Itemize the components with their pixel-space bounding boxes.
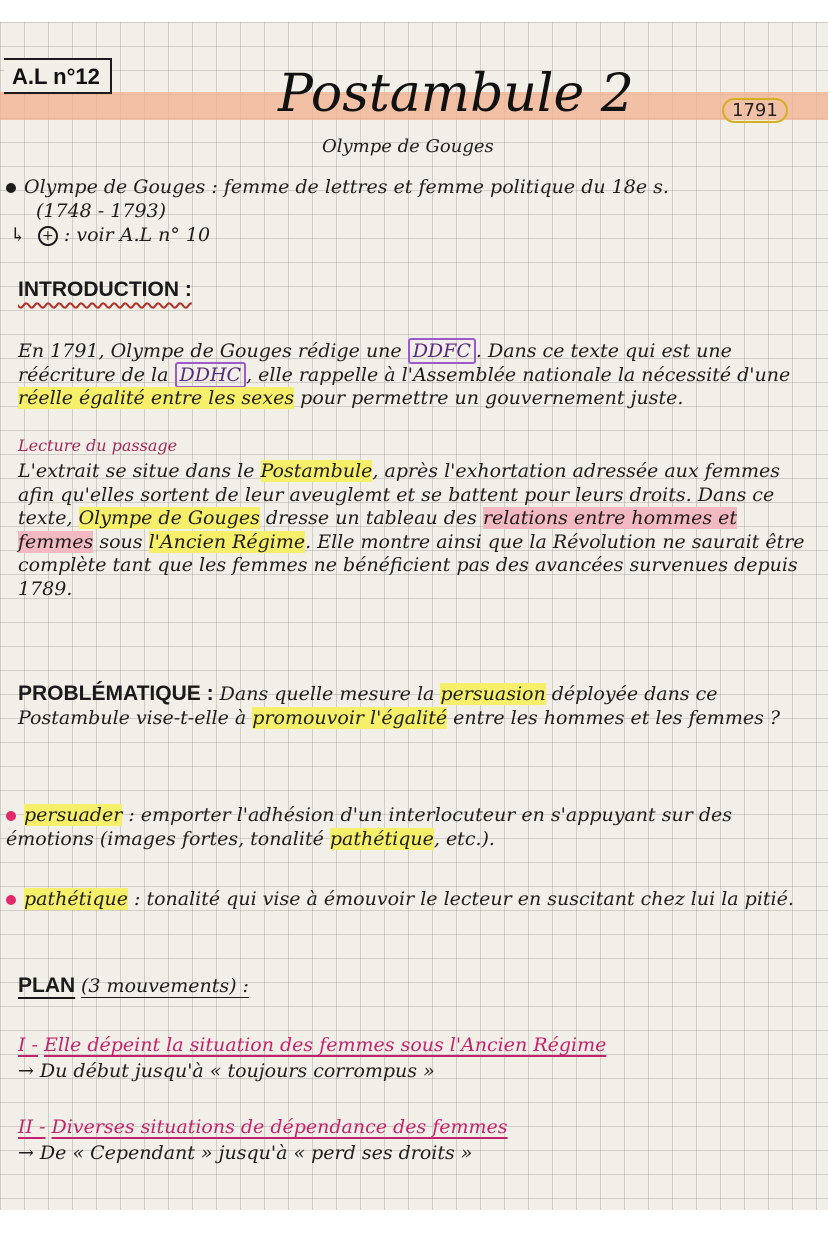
problematique-egalite: promouvoir l'égalité [252, 706, 448, 729]
intro-p2-author: Olympe de Gouges [78, 507, 260, 529]
definition-term: persuader [24, 804, 123, 826]
intro-p2-e: . Elle montre ainsi que la Révolution ne saurait être complète tant que les femmes ne bénéficient pas des avancées survenues depuis 1789. [18, 530, 805, 600]
ddfc-tag: DDFC [408, 338, 476, 364]
plan-item-num: II - [18, 1116, 46, 1138]
definition-text-end: , etc.). [433, 827, 495, 850]
plan-heading [18, 974, 249, 998]
problematique-a: Dans quelle mesure la [219, 683, 435, 705]
page-subtitle: Olympe de Gouges [322, 136, 494, 157]
plan-item-2 [18, 1116, 508, 1138]
definition-text: : tonalité qui vise à émouvoir le lecteur en suscitant chez lui la pitié. [134, 888, 794, 910]
intro-p2-ancien-regime: l'Ancien Régime [148, 530, 306, 553]
plan-item-num: I - [18, 1034, 38, 1056]
introduction-heading-text: INTRODUCTION : [18, 278, 192, 301]
plan-heading-rest: (3 mouvements) : [81, 975, 249, 997]
definition-term: pathétique [24, 888, 128, 910]
intro-p2-d: sous [99, 530, 143, 553]
intro-p2-c: dresse un tableau des [265, 507, 477, 529]
plan-item-range: De « Cependant » jusqu'à « perd ses droits » [39, 1142, 473, 1164]
intro-p1-b: . Dans ce texte qui est une réécriture de la [18, 340, 732, 386]
problematique-c: entre les hommes et les femmes ? [453, 706, 781, 729]
intro-p2-postambule: Postambule [260, 460, 373, 482]
intro-paragraph-2 [18, 460, 818, 601]
plan-item-title: Diverses situations de dépendance des femmes [51, 1116, 508, 1138]
arrow-right-icon: → [18, 1060, 34, 1082]
bio-line [6, 176, 669, 198]
lesson-label: A.L n°12 [4, 58, 112, 94]
definition-pathetique [6, 888, 818, 912]
ddhc-tag: DDHC [175, 362, 247, 388]
intro-paragraph-1 [18, 340, 818, 411]
arrow-right-icon: → [18, 1142, 34, 1164]
plan-heading-bold: PLAN [18, 974, 76, 997]
circled-plus-icon: + [38, 226, 58, 246]
plan-item-1 [18, 1034, 606, 1056]
intro-p1-c: , elle rappelle à l'Assemblée nationale la nécessité d'une [246, 363, 791, 386]
year-badge: 1791 [722, 98, 788, 123]
intro-p1-highlight: réelle égalité entre les sexes [18, 387, 295, 409]
see-also-line [10, 224, 210, 246]
notebook-page [0, 22, 828, 1210]
plan-item-title: Elle dépeint la situation des femmes sous l'Ancien Régime [44, 1034, 607, 1056]
plan-item-1-range [18, 1060, 435, 1082]
introduction-heading [18, 278, 192, 302]
see-also-text: : voir A.L n° 10 [63, 224, 211, 246]
problematique-b: déployée dans ce Postambule vise-t-elle à [18, 683, 718, 729]
problematique-persuasion: persuasion [440, 683, 546, 705]
intro-p2-a: L'extrait se situe dans le [18, 460, 255, 482]
bullet-dot-icon [6, 811, 16, 821]
plan-item-range: Du début jusqu'à « toujours corrompus » [39, 1060, 435, 1082]
intro-p1-a: En 1791, Olympe de Gouges rédige une [18, 340, 402, 362]
definition-highlight: pathétique [329, 827, 434, 850]
problematique-label: PROBLÉMATIQUE : [18, 682, 214, 705]
intro-p2-b: , après l'exhortation adressée aux femmes afin qu'elles sortent de leur aveuglemt et se battent pour leurs droits. Dans ce texte, [18, 460, 780, 529]
bio-dates: (1748 - 1793) [36, 200, 167, 222]
problematique-block [18, 682, 818, 730]
arrow-right-icon: ↳ [10, 224, 26, 246]
definition-persuader [6, 804, 818, 851]
page-title: Postambule 2 [278, 64, 634, 124]
reading-label: Lecture du passage [18, 436, 178, 455]
bullet-dot-icon [6, 895, 16, 905]
definition-text: : emporter l'adhésion d'un interlocuteur en s'appuyant sur des émotions (images fortes, tonalité [6, 804, 732, 850]
bullet-dot-icon [6, 183, 16, 193]
plan-item-2-range [18, 1142, 472, 1164]
intro-p1-d: pour permettre un gouvernement juste. [300, 387, 684, 409]
bio-text: Olympe de Gouges : femme de lettres et femme politique du 18e s. [24, 176, 669, 198]
intro-p2-relations: relations entre hommes et femmes [18, 507, 737, 553]
